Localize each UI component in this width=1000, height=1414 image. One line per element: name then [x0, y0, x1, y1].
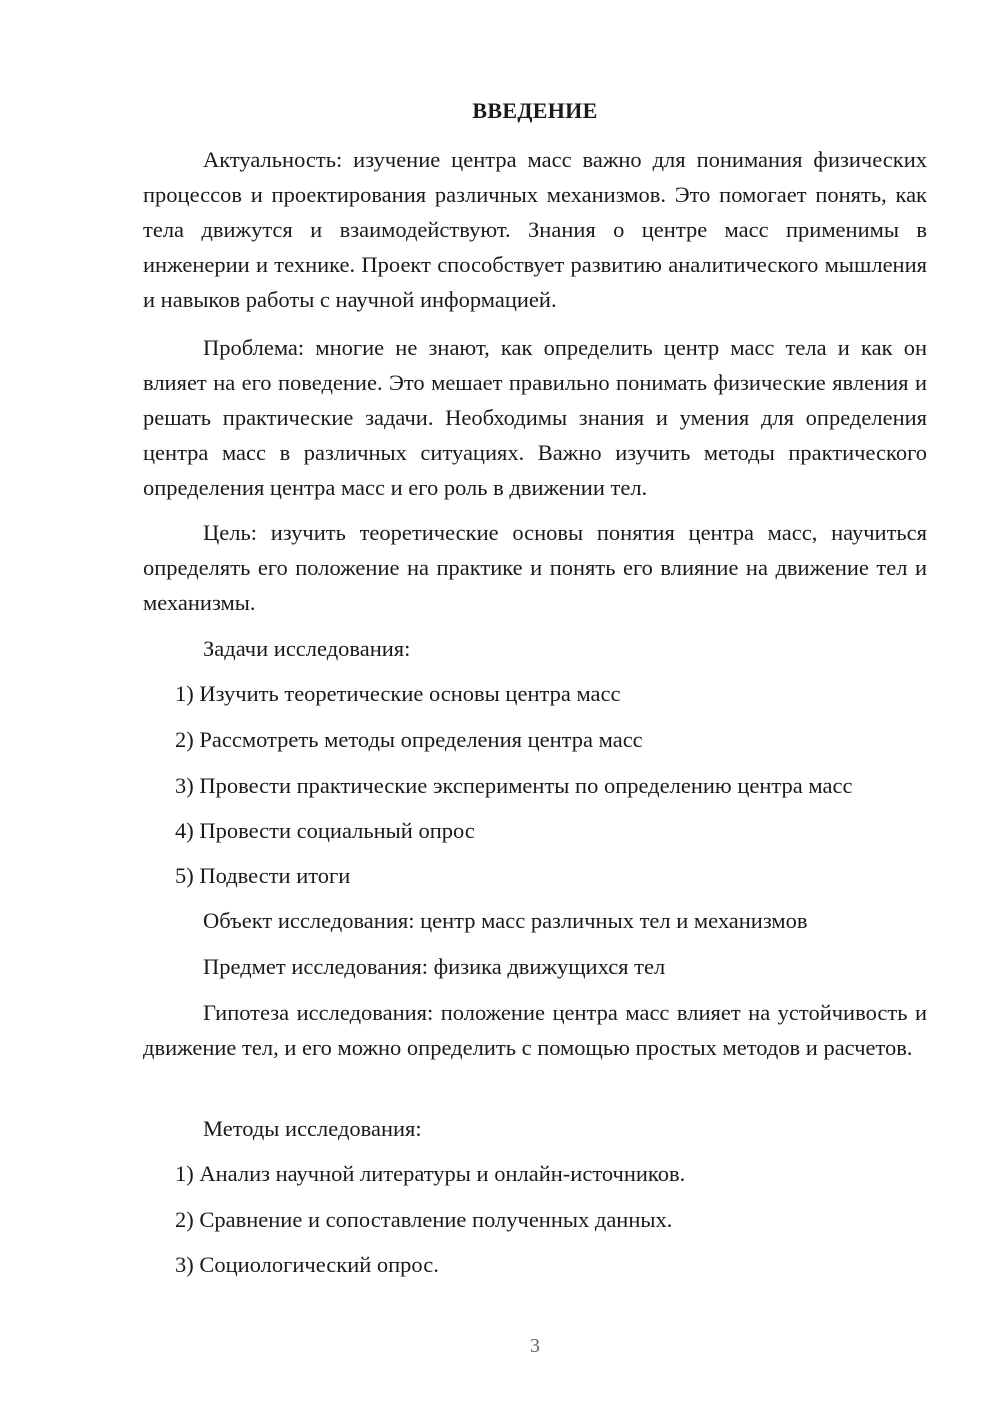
tasks-heading: Задачи исследования: — [203, 636, 411, 661]
list-item: 3) Провести практические эксперименты по определению центра масс — [175, 773, 853, 798]
list-item: 1) Анализ научной литературы и онлайн-источников. — [175, 1161, 686, 1186]
goal-paragraph: Цель: изучить теоретические основы понятия центра масс, научиться определять его положение на практике и понять его влияние на движение тел и механизмы. — [143, 520, 927, 615]
problem-paragraph: Проблема: многие не знают, как определить центр масс тела и как он влияет на его поведение. Это мешает правильно понимать физические явления и решать практические задачи. Необходимы знания и умения для определения центра масс в различных ситуациях. Важно изучить методы практического определения центра масс и его роль в движении тел. — [143, 335, 927, 500]
list-item: 4) Провести социальный опрос — [175, 818, 475, 843]
hypothesis-paragraph: Гипотеза исследования: положение центра масс влияет на устойчивость и движение тел, и его можно определить с помощью простых методов и расчетов. — [143, 1000, 927, 1060]
list-item: 2) Рассмотреть методы определения центра масс — [175, 727, 643, 752]
page-number: 3 — [530, 1335, 540, 1357]
list-item: 5) Подвести итоги — [175, 863, 351, 888]
subject-line: Предмет исследования: физика движущихся тел — [203, 954, 666, 979]
list-item: 2) Сравнение и сопоставление полученных данных. — [175, 1207, 673, 1232]
object-line: Объект исследования: центр масс различных тел и механизмов — [203, 908, 808, 933]
page-title: ВВЕДЕНИЕ — [472, 98, 598, 123]
relevance-paragraph: Актуальность: изучение центра масс важно для понимания физических процессов и проектирования различных механизмов. Это помогает понять, как тела движутся и взаимодействуют. Знания о центре масс применимы в инженерии и технике. Проект способствует развитию аналитического мышления и навыков работы с научной информацией. — [143, 147, 927, 312]
list-item: 1) Изучить теоретические основы центра масс — [175, 681, 621, 706]
methods-heading: Методы исследования: — [203, 1116, 422, 1141]
document-page — [143, 0, 927, 1414]
list-item: 3) Социологический опрос. — [175, 1252, 439, 1277]
